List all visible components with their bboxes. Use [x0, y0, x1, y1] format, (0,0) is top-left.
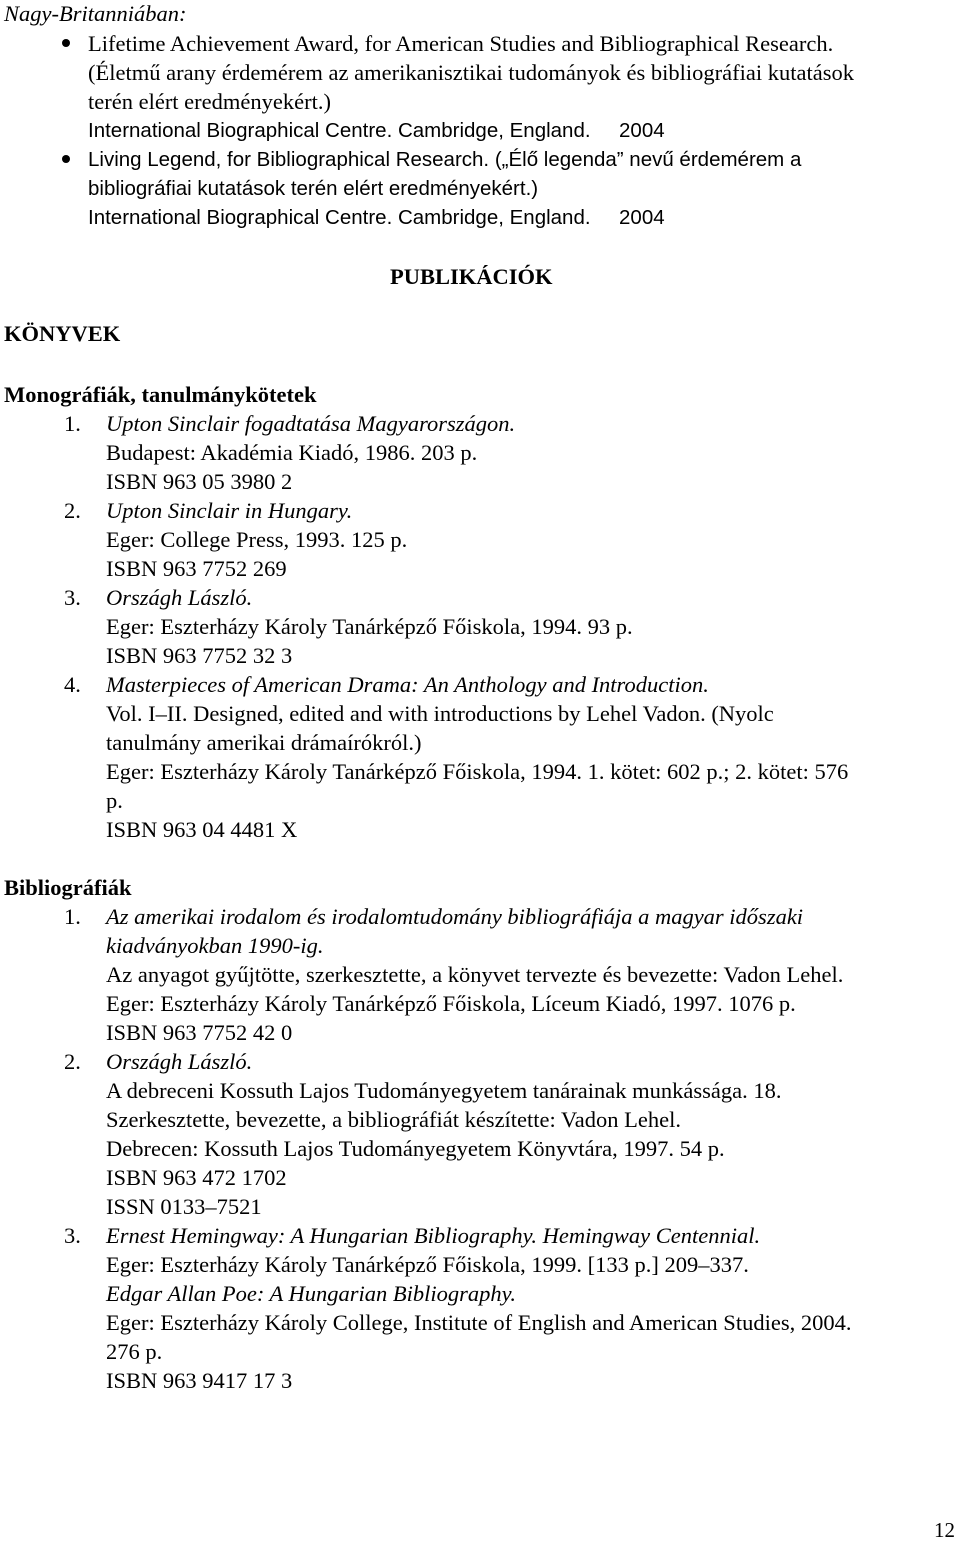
monographs-heading: Monográfiák, tanulmánykötetek: [4, 382, 317, 407]
bibliography-2-line-1: A debreceni Kossuth Lajos Tudományegyetem tanárainak munkássága. 18.: [106, 1078, 782, 1103]
bibliography-3-title-2: Edgar Allan Poe: A Hungarian Bibliography.: [106, 1281, 516, 1306]
bibliography-3-publisher-2: Eger: Eszterházy Károly College, Institute of English and American Studies, 2004.: [106, 1310, 852, 1335]
monograph-4-publisher: Eger: Eszterházy Károly Tanárképző Főiskola, 1994. 1. kötet: 602 p.; 2. kötet: 576: [106, 759, 849, 784]
bibliography-2-line-2: Szerkesztette, bevezette, a bibliográfiát készítette: Vadon Lehel.: [106, 1107, 681, 1132]
bibliography-2-publisher: Debrecen: Kossuth Lajos Tudományegyetem Könyvtára, 1997. 54 p.: [106, 1136, 725, 1161]
item-number: 2.: [64, 498, 81, 523]
item-number: 3.: [64, 1223, 81, 1248]
bibliography-3-pages: 276 p.: [106, 1339, 163, 1364]
item-number: 3.: [64, 585, 81, 610]
award-2-line-3: International Biographical Centre. Cambridge, England. 2004: [88, 206, 665, 229]
monograph-4-isbn: ISBN 963 04 4481 X: [106, 817, 298, 842]
award-1-line-4: International Biographical Centre. Cambridge, England. 2004: [88, 119, 665, 142]
monograph-4-line-2: tanulmány amerikai drámaírókról.): [106, 730, 422, 755]
monograph-2-isbn: ISBN 963 7752 269: [106, 556, 287, 581]
monograph-4-title: Masterpieces of American Drama: An Anthology and Introduction.: [106, 672, 709, 697]
monograph-2-publisher: Eger: College Press, 1993. 125 p.: [106, 527, 408, 552]
item-number: 1.: [64, 904, 81, 929]
bullet-icon: [62, 155, 70, 163]
award-2-line-2: bibliográfiai kutatások terén elért eredményekért.): [88, 177, 539, 200]
item-number: 1.: [64, 411, 81, 436]
monograph-4-line-4: p.: [106, 788, 123, 813]
item-number: 4.: [64, 672, 81, 697]
bibliography-2-isbn: ISBN 963 472 1702: [106, 1165, 287, 1190]
monograph-2-title: Upton Sinclair in Hungary.: [106, 498, 353, 523]
bibliography-1-title-line-1: Az amerikai irodalom és irodalomtudomány bibliográfiája a magyar időszaki: [106, 904, 804, 929]
bibliography-3-title: Ernest Hemingway: A Hungarian Bibliography. Hemingway Centennial.: [106, 1223, 761, 1248]
monograph-1-title: Upton Sinclair fogadtatása Magyarországon.: [106, 411, 516, 436]
monograph-3-title: Országh László.: [106, 585, 253, 610]
books-heading: KÖNYVEK: [4, 321, 121, 346]
bibliography-1-publisher: Eger: Eszterházy Károly Tanárképző Főiskola, Líceum Kiadó, 1997. 1076 p.: [106, 991, 796, 1016]
award-2-line-1: Living Legend, for Bibliographical Research. („Élő legenda” nevű érdemérem a: [88, 148, 802, 171]
bibliography-2-title: Országh László.: [106, 1049, 253, 1074]
item-number: 2.: [64, 1049, 81, 1074]
page-number: 12: [934, 1518, 955, 1542]
monograph-3-publisher: Eger: Eszterházy Károly Tanárképző Főiskola, 1994. 93 p.: [106, 614, 633, 639]
bibliography-1-isbn: ISBN 963 7752 42 0: [106, 1020, 293, 1045]
award-1-line-3: terén elért eredményekért.): [88, 89, 331, 114]
country-heading: Nagy-Britanniában:: [4, 1, 187, 26]
bibliographies-heading: Bibliográfiák: [4, 875, 132, 900]
bibliography-1-title-line-2: kiadványokban 1990-ig.: [106, 933, 324, 958]
bibliography-3-publisher: Eger: Eszterházy Károly Tanárképző Főiskola, 1999. [133 p.] 209–337.: [106, 1252, 749, 1277]
bibliography-2-issn: ISSN 0133–7521: [106, 1194, 262, 1219]
publications-heading: PUBLIKÁCIÓK: [390, 264, 553, 289]
award-1-line-2: (Életmű arany érdemérem az amerikanisztikai tudományok és bibliográfiai kutatások: [88, 60, 854, 85]
monograph-1-publisher: Budapest: Akadémia Kiadó, 1986. 203 p.: [106, 440, 478, 465]
bullet-icon: [62, 39, 70, 47]
monograph-4-line-1: Vol. I–II. Designed, edited and with introductions by Lehel Vadon. (Nyolc: [106, 701, 774, 726]
monograph-3-isbn: ISBN 963 7752 32 3: [106, 643, 293, 668]
award-1-line-1: Lifetime Achievement Award, for American Studies and Bibliographical Research.: [88, 31, 834, 56]
bibliography-1-line-1: Az anyagot gyűjtötte, szerkesztette, a könyvet tervezte és bevezette: Vadon Lehel.: [106, 962, 844, 987]
bibliography-3-isbn: ISBN 963 9417 17 3: [106, 1368, 293, 1393]
monograph-1-isbn: ISBN 963 05 3980 2: [106, 469, 293, 494]
